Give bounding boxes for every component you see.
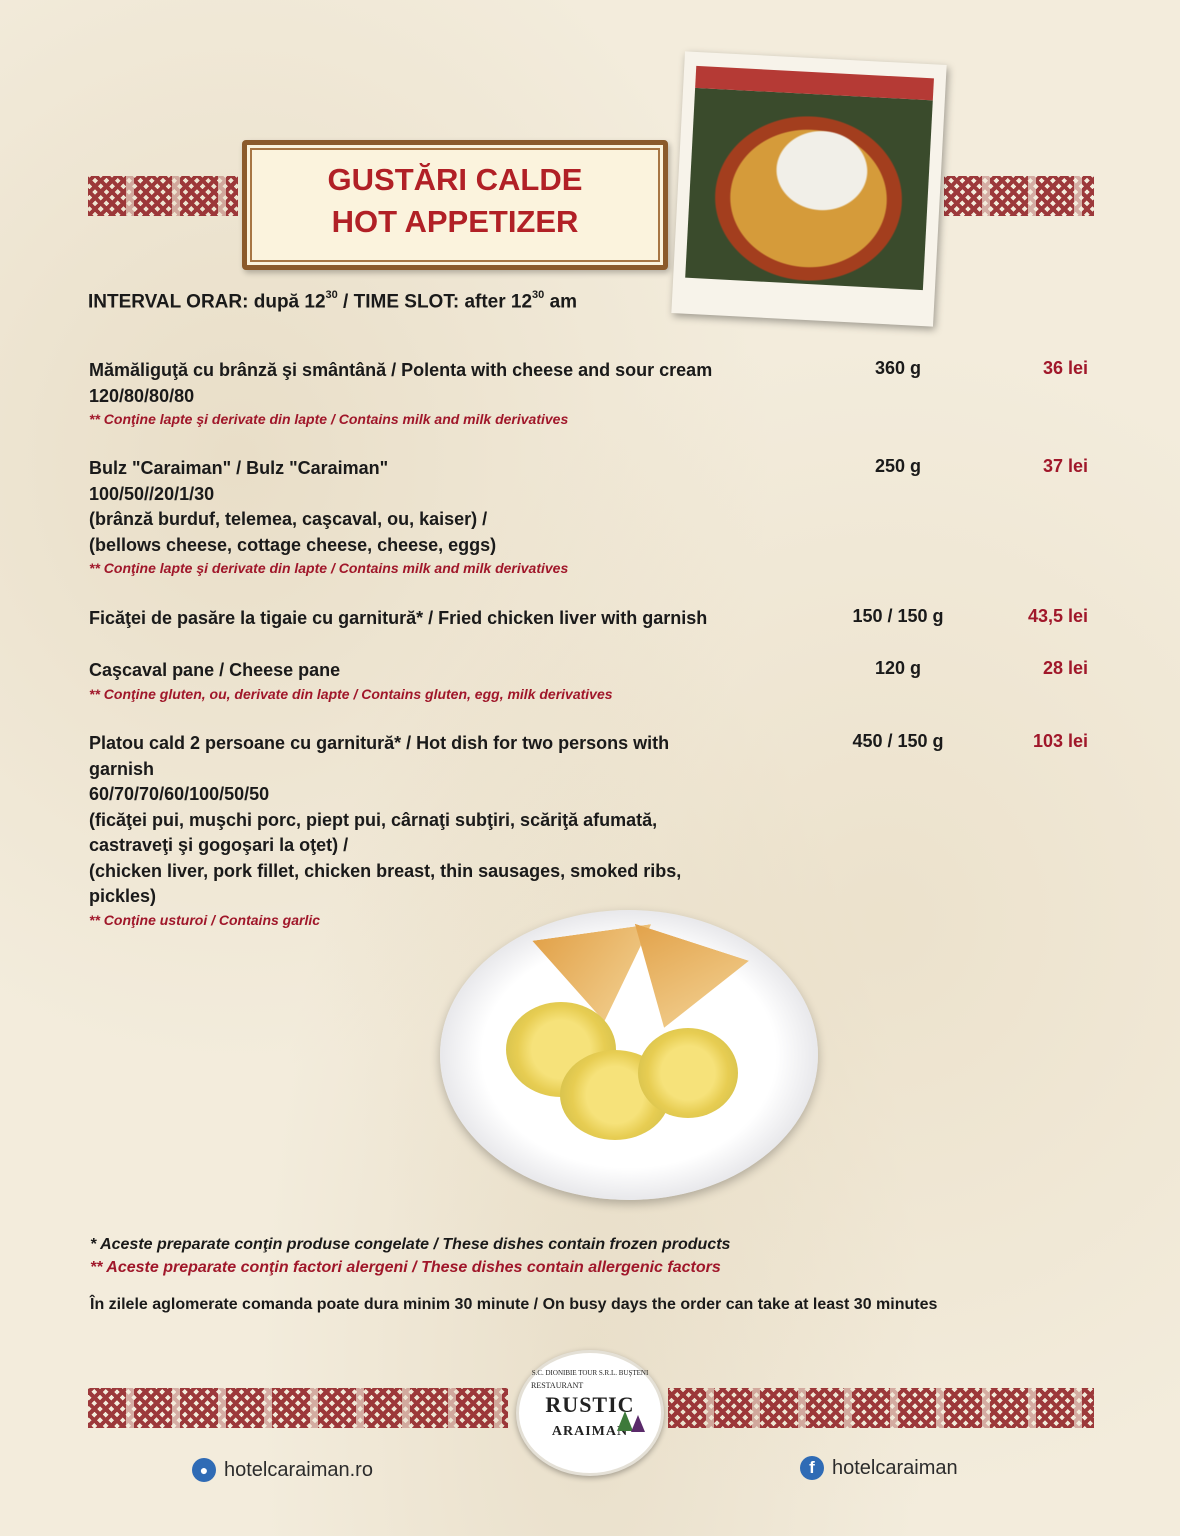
website-text: hotelcaraiman.ro bbox=[224, 1458, 373, 1481]
title-en: HOT APPETIZER bbox=[331, 204, 579, 239]
item-name: Caşcaval pane / Cheese pane bbox=[89, 660, 341, 680]
menu-item bbox=[89, 358, 769, 429]
item-name: Mămăliguţă cu brânză şi smântână / Polenta with cheese and sour cream bbox=[89, 360, 713, 380]
item-weight: 150 / 150 g bbox=[852, 606, 944, 626]
website-link[interactable] bbox=[192, 1458, 373, 1482]
item-allergen-note: ** Conţine lapte şi derivate din lapte / Contains milk and milk derivatives bbox=[89, 560, 569, 576]
facebook-link[interactable] bbox=[800, 1456, 958, 1480]
tree-icon bbox=[631, 1415, 645, 1432]
item-detail: 100/50//20/1/30 bbox=[89, 483, 215, 504]
title-plaque bbox=[242, 140, 668, 270]
logo-name: RUSTIC bbox=[545, 1392, 635, 1417]
item-price: 36 lei bbox=[1042, 358, 1088, 378]
item-weight: 120 g bbox=[874, 658, 922, 678]
time-slot-suffix: am bbox=[544, 291, 578, 313]
restaurant-logo bbox=[516, 1350, 664, 1476]
busy-days-note: În zilele aglomerate comanda poate dura minim 30 minute / On busy days the order can take at least 30 minutes bbox=[90, 1296, 938, 1313]
time-slot-middle: / TIME SLOT: after 12 bbox=[337, 291, 533, 313]
allergen-note: ** Aceste preparate conţin factori alergeni / These dishes contain allergenic factors bbox=[90, 1259, 721, 1276]
globe-icon: ● bbox=[192, 1458, 216, 1482]
time-slot bbox=[88, 291, 577, 313]
item-detail: 60/70/70/60/100/50/50 bbox=[89, 784, 270, 804]
ornament-bottom-left bbox=[88, 1388, 508, 1428]
item-allergen-note: ** Conţine usturoi / Contains garlic bbox=[89, 911, 321, 928]
logo-company: S.C. DIONIBIE TOUR S.R.L. BUŞTENI bbox=[531, 1369, 649, 1377]
facebook-text: hotelcaraiman bbox=[832, 1456, 958, 1479]
polenta-image bbox=[685, 66, 934, 290]
item-allergen-note: ** Conţine gluten, ou, derivate din lapte / Contains gluten, egg, milk derivatives bbox=[89, 685, 613, 702]
facebook-icon: f bbox=[800, 1456, 824, 1480]
dish-photo-polenta bbox=[671, 51, 946, 326]
menu-item bbox=[89, 456, 769, 578]
dish-photo-cheese-pane bbox=[440, 910, 818, 1200]
item-detail: 120/80/80/80 bbox=[89, 385, 195, 406]
item-detail: (brânză burduf, telemea, caşcaval, ou, kaiser) / bbox=[89, 509, 488, 529]
item-name: Bulz "Caraiman" / Bulz "Caraiman" bbox=[89, 458, 389, 478]
menu-item bbox=[89, 658, 769, 704]
item-detail: (bellows cheese, cottage cheese, cheese, eggs) bbox=[89, 534, 497, 555]
logo-city: ARAIMAN bbox=[551, 1424, 629, 1439]
item-allergen-note: ** Conţine lapte şi derivate din lapte / Contains milk and milk derivatives bbox=[89, 411, 569, 427]
menu-item bbox=[89, 606, 829, 632]
ornament-bottom-right bbox=[668, 1388, 1094, 1428]
time-slot-sup1: 30 bbox=[325, 289, 338, 301]
item-price: 37 lei bbox=[1042, 456, 1088, 476]
item-price: 43,5 lei bbox=[1027, 606, 1088, 626]
ornament-top-left bbox=[88, 176, 238, 216]
item-detail: (chicken liver, pork fillet, chicken breast, thin sausages, smoked ribs, pickles) bbox=[89, 860, 682, 906]
item-price: 103 lei bbox=[1032, 731, 1088, 751]
title-ro: GUSTĂRI CALDE bbox=[327, 162, 583, 197]
menu-item bbox=[89, 731, 729, 930]
item-detail: (ficăţei pui, muşchi porc, piept pui, cârnaţi subţiri, scăriţă afumată, castraveţi şi gogoşari la oţet) / bbox=[89, 809, 658, 855]
frozen-note: * Aceste preparate conţin produse congelate / These dishes contain frozen products bbox=[90, 1236, 731, 1253]
ornament-top-right bbox=[944, 176, 1094, 216]
item-name: Platou cald 2 persoane cu garnitură* / Hot dish for two persons with garnish bbox=[89, 733, 670, 779]
garnish-shape bbox=[638, 1028, 738, 1118]
item-price: 28 lei bbox=[1042, 658, 1088, 678]
time-slot-sup2: 30 bbox=[532, 289, 545, 301]
item-weight: 250 g bbox=[874, 456, 922, 476]
item-weight: 360 g bbox=[874, 358, 922, 378]
time-slot-prefix: INTERVAL ORAR: după 12 bbox=[88, 291, 326, 313]
logo-restaurant: RESTAURANT bbox=[531, 1381, 584, 1390]
item-weight: 450 / 150 g bbox=[852, 731, 944, 751]
item-name: Ficăţei de pasăre la tigaie cu garnitură* / Fried chicken liver with garnish bbox=[89, 608, 708, 628]
